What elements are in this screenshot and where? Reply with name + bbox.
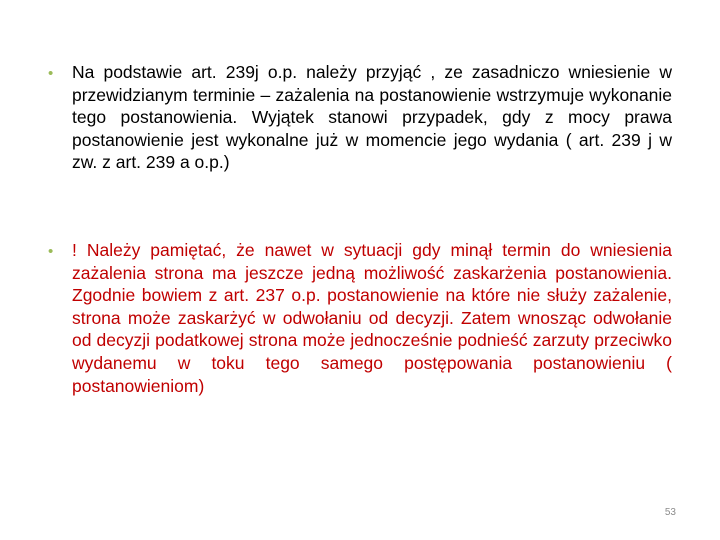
bullet-icon: •	[48, 65, 54, 82]
page-number: 53	[664, 507, 676, 518]
bullet-item-1	[48, 61, 672, 174]
bullet-item-2	[48, 239, 672, 397]
bullet-text-1: Na podstawie art. 239j o.p. należy przyjąć , ze zasadniczo wniesienie w przewidzianym terminie – zażalenia na postanowienie wstrzymuje wykonanie tego postanowienia. Wyjątek stanowi przypadek, gdy z mocy prawa postanowienie jest wykonalne już w momencie jego wydania ( art. 239 j w zw. z art. 239 a o.p.)	[72, 62, 672, 173]
bullet-icon: •	[48, 243, 54, 260]
bullet-text-2: ! Należy pamiętać, że nawet w sytuacji gdy minął termin do wniesienia zażalenia strona ma jeszcze jedną możliwość zaskarżenia postanowienia. Zgodnie bowiem z art. 237 o.p. postanowienie na które nie służy zażalenie, strona może zaskarżyć w odwołaniu od decyzji. Zatem wnosząc odwołanie od decyzji podatkowej strona może jednocześnie podnieść zarzuty przeciwko wydanemu w toku tego samego postępowania postanowieniu ( postanowieniom)	[72, 240, 672, 396]
